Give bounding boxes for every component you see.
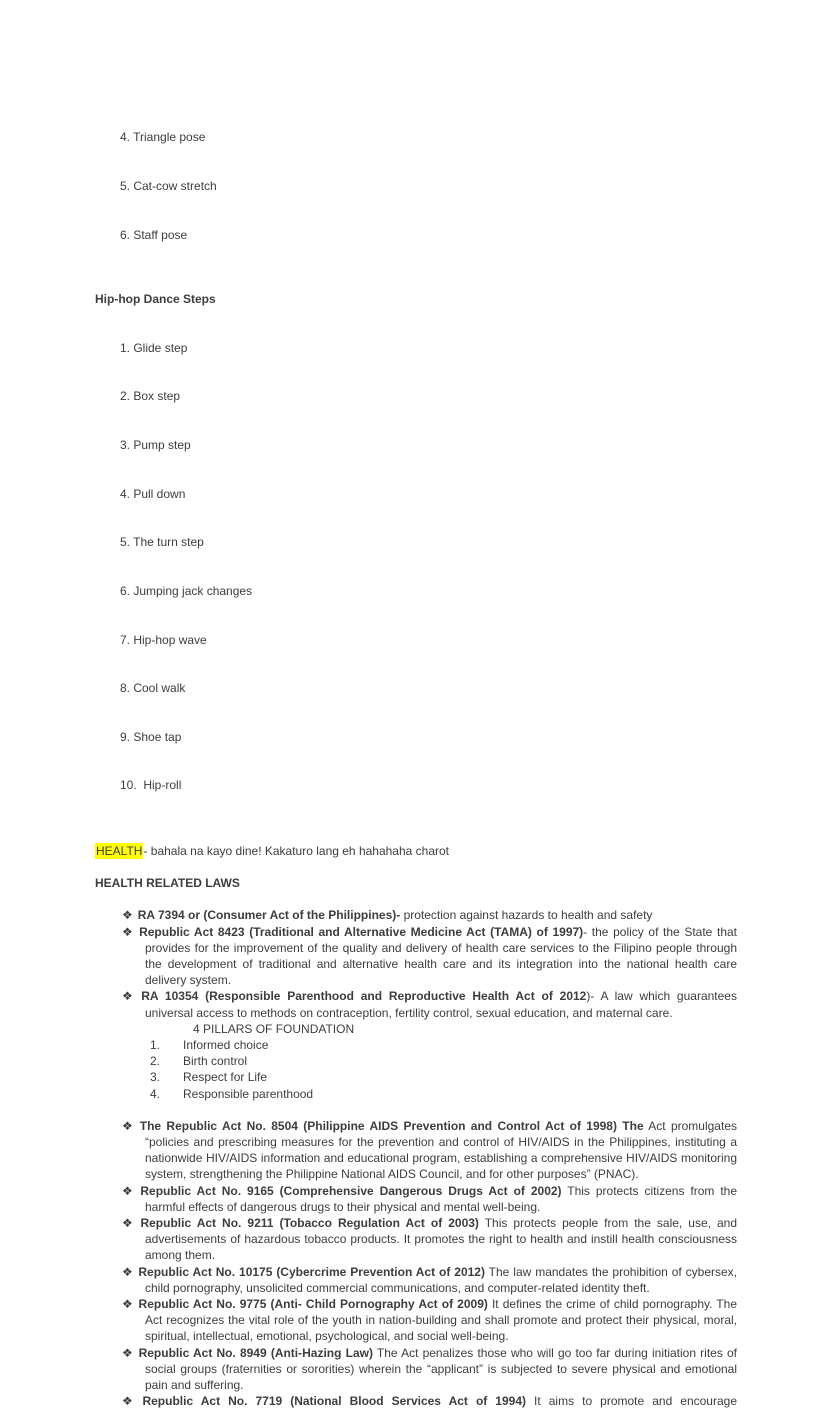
law-title: Republic Act No. 8949 (Anti-Hazing Law) — [138, 1345, 373, 1360]
law-description: The law mandates the prohibition of cybersex, child pornography, unsolicited commercial communications, and computer-related identity theft. — [145, 1264, 738, 1295]
list-item: 5. The turn step — [120, 535, 204, 550]
diamond-bullet-icon: ❖ — [122, 1264, 134, 1279]
laws-list — [95, 907, 737, 1409]
pillar-number: 2. — [150, 1054, 161, 1069]
law-item-ra-8423 — [95, 924, 737, 989]
law-title: Republic Act No. 9775 (Anti- Child Pornography Act of 2009) — [138, 1297, 488, 1312]
law-title: Republic Act No. 10175 (Cybercrime Prevention Act of 2012) — [138, 1264, 485, 1279]
law-description: - the policy of the State that provides for the improvement of the quality and delivery of health care services to the Filipino people through the development of traditional and alternative health care and its integration into the national health care delivery system. — [145, 924, 738, 988]
law-description: It defines the crime of child pornography. The Act recognizes the vital role of the youth in nation-building and shall promote and protect their physical, moral, spiritual, intellectual, emotional, psychological, and social well-being. — [145, 1297, 737, 1344]
diamond-bullet-icon: ❖ — [122, 1394, 138, 1409]
list-item: 5. Cat-cow stretch — [120, 179, 217, 194]
health-note-text: - bahala na kayo dine! Kakaturo lang eh hahahaha charot — [143, 843, 450, 858]
law-item-ra-10354 — [95, 988, 737, 1101]
diamond-bullet-icon: ❖ — [122, 1216, 136, 1230]
law-title: Republic Act 8423 (Traditional and Alternative Medicine Act (TAMA) of 1997) — [139, 924, 584, 939]
pillar-item — [150, 1069, 737, 1085]
pillar-number: 4. — [150, 1086, 161, 1101]
four-pillars-heading: 4 PILLARS OF FOUNDATION — [193, 1021, 355, 1036]
list-item: 4. Pull down — [120, 486, 186, 501]
list-item: 6. Staff pose — [120, 227, 188, 242]
law-title: RA 10354 (Responsible Parenthood and Reproductive Health Act of 2012 — [141, 989, 587, 1004]
health-note — [95, 843, 737, 859]
highlighted-term: HEALTH — [96, 843, 143, 858]
law-item-ra-7394 — [95, 907, 737, 923]
health-related-laws-heading: HEALTH RELATED LAWS — [95, 876, 240, 891]
diamond-bullet-icon: ❖ — [122, 1297, 134, 1312]
law-title: Republic Act No. 9211 (Tobacco Regulation Act of 2003) — [140, 1216, 479, 1230]
pillar-number: 1. — [150, 1037, 161, 1052]
list-item: 9. Shoe tap — [120, 729, 182, 744]
list-item: 6. Jumping jack changes — [120, 583, 253, 598]
diamond-bullet-icon: ❖ — [122, 989, 137, 1004]
pillar-item — [150, 1037, 737, 1053]
pillar-label: Respect for Life — [183, 1070, 268, 1085]
law-description: )- A law which guarantees universal access to methods on contraception, fertility control, sexual education, and maternal care. — [145, 989, 737, 1020]
law-item-ra-9211 — [95, 1215, 737, 1264]
diamond-bullet-icon: ❖ — [122, 924, 135, 939]
law-title: The Republic Act No. 8504 (Philippine AIDS Prevention and Control Act of 1998) The — [139, 1118, 644, 1133]
law-description: This protects citizens from the harmful effects of dangerous drugs to their physical and mental well-being. — [145, 1183, 737, 1214]
law-item-ra-9165 — [95, 1183, 737, 1215]
list-item: 8. Cool walk — [120, 681, 186, 696]
list-item: 2. Box step — [120, 389, 181, 404]
pillar-label: Birth control — [183, 1054, 248, 1069]
diamond-bullet-icon: ❖ — [122, 908, 133, 923]
law-title: Republic Act No. 7719 (National Blood Services Act of 1994) — [142, 1394, 526, 1409]
list-item: 3. Pump step — [120, 438, 191, 453]
pillar-item — [150, 1053, 737, 1069]
hiphop-dance-steps-heading: Hip-hop Dance Steps — [95, 292, 216, 307]
law-title: RA 7394 or (Consumer Act of the Philippines)- — [137, 908, 401, 923]
diamond-bullet-icon: ❖ — [122, 1118, 135, 1133]
law-item-ra-10175 — [95, 1264, 737, 1296]
law-item-ra-7719 — [95, 1393, 737, 1409]
pillar-label: Informed choice — [183, 1037, 269, 1052]
law-item-ra-9775 — [95, 1296, 737, 1345]
list-item: 4. Triangle pose — [120, 130, 206, 145]
pillar-number: 3. — [150, 1070, 161, 1085]
law-title: Republic Act No. 9165 (Comprehensive Dangerous Drugs Act of 2002) — [140, 1183, 562, 1198]
pillar-label: Responsible parenthood — [183, 1086, 314, 1101]
law-item-ra-8504 — [95, 1118, 737, 1183]
list-item: 7. Hip-hop wave — [120, 632, 207, 647]
law-description: The Act penalizes those who will go too far during initiation rites of social groups (fraternities or sororities) wherein the “applicant” is subjected to severe physical and emotional pain and suffering. — [145, 1345, 738, 1393]
list-item: 10. Hip-roll — [120, 778, 182, 793]
yoga-pose-list — [95, 97, 737, 275]
hiphop-dance-steps-list — [95, 307, 737, 826]
law-description: It aims to promote and encourage — [526, 1394, 737, 1409]
law-description: This protects people from the sale, use, and advertisements of hazardous tobacco products. It promotes the right to health and instill health consciousness among them. — [145, 1216, 738, 1263]
law-item-ra-8949 — [95, 1345, 737, 1394]
diamond-bullet-icon: ❖ — [122, 1183, 136, 1198]
four-pillars-section — [145, 1021, 737, 1102]
law-description: protection against hazards to health and safety — [400, 908, 653, 923]
law-description: Act promulgates “policies and prescribing measures for the prevention and control of HIV/AIDS in the Philippines, instituting a nationwide HIV/AIDS information and educational program, establishing a comprehensive HIV/AIDS monitoring system, strengthening the Philippine National AIDS Council, and for other purposes” (PNAC). — [145, 1118, 737, 1182]
pillar-item — [150, 1086, 737, 1102]
diamond-bullet-icon: ❖ — [122, 1345, 134, 1360]
list-item: 1. Glide step — [120, 340, 188, 355]
